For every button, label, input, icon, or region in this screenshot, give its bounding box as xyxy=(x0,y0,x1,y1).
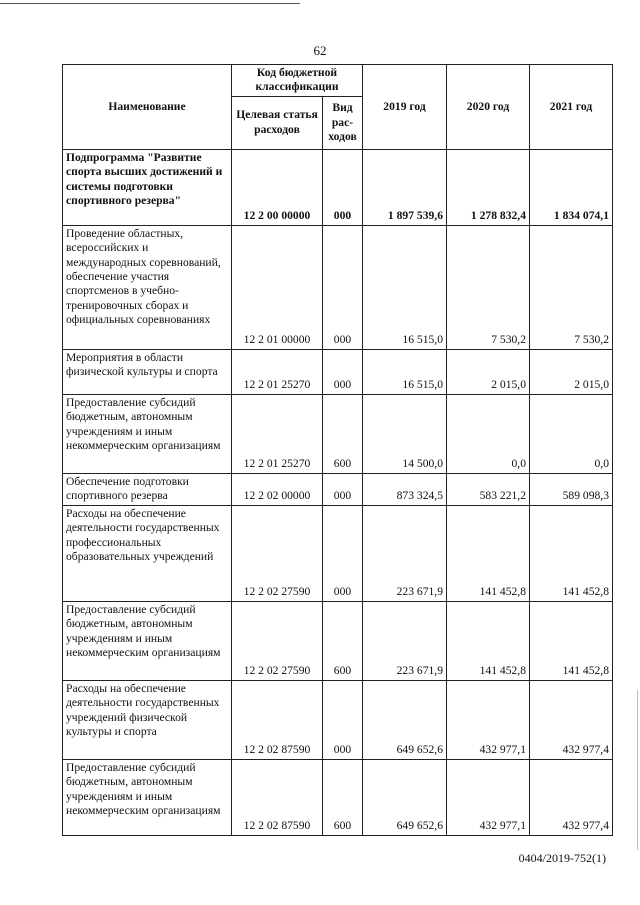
table-row xyxy=(63,349,613,394)
row-value-2019: 16 515,0 xyxy=(363,225,447,349)
table-row xyxy=(63,601,613,680)
margin-mark xyxy=(637,690,638,850)
budget-table xyxy=(62,64,613,836)
row-value-2020: 432 977,1 xyxy=(447,680,530,759)
header-2021: 2021 год xyxy=(530,65,613,150)
row-expense-type: 000 xyxy=(323,225,363,349)
row-name: Проведение областных, всероссийских и международных соревнований, обеспечение участия спортсменов в учебно-тренировочных сборах и официальных соревнованиях xyxy=(63,225,232,349)
row-value-2020: 7 530,2 xyxy=(447,225,530,349)
row-name: Предоставление субсидий бюджетным, автономным учреждениям и иным некоммерческим организациям xyxy=(63,601,232,680)
row-value-2020: 0,0 xyxy=(447,394,530,473)
row-name: Подпрограмма "Развитие спорта высших достижений и системы подготовки спортивного резерва" xyxy=(63,149,232,225)
row-value-2020: 583 221,2 xyxy=(447,473,530,505)
row-value-2020: 141 452,8 xyxy=(447,601,530,680)
header-expense-type: Вид рас-ходов xyxy=(323,96,363,149)
row-target-code: 12 2 02 00000 xyxy=(232,473,323,505)
row-value-2019: 873 324,5 xyxy=(363,473,447,505)
row-value-2020: 141 452,8 xyxy=(447,505,530,601)
row-target-code: 12 2 02 87590 xyxy=(232,680,323,759)
row-name: Предоставление субсидий бюджетным, автономным учреждениям и иным некоммерческим организациям xyxy=(63,394,232,473)
row-expense-type: 000 xyxy=(323,505,363,601)
row-value-2019: 649 652,6 xyxy=(363,759,447,835)
row-value-2019: 223 671,9 xyxy=(363,505,447,601)
table-row xyxy=(63,149,613,225)
row-target-code: 12 2 01 00000 xyxy=(232,225,323,349)
row-value-2019: 14 500,0 xyxy=(363,394,447,473)
page-number: 62 xyxy=(313,43,327,58)
row-value-2021: 141 452,8 xyxy=(530,601,613,680)
row-name: Мероприятия в области физической культуры и спорта xyxy=(63,349,232,394)
row-value-2019: 1 897 539,6 xyxy=(363,149,447,225)
row-expense-type: 000 xyxy=(323,149,363,225)
row-value-2021: 589 098,3 xyxy=(530,473,613,505)
row-target-code: 12 2 01 25270 xyxy=(232,394,323,473)
row-target-code: 12 2 01 25270 xyxy=(232,349,323,394)
row-target-code: 12 2 00 00000 xyxy=(232,149,323,225)
row-value-2020: 432 977,1 xyxy=(447,759,530,835)
row-name: Расходы на обеспечение деятельности государственных учреждений физической культуры и спорта xyxy=(63,680,232,759)
row-expense-type: 600 xyxy=(323,601,363,680)
table-body xyxy=(63,149,613,835)
top-rule xyxy=(0,3,300,4)
table-row xyxy=(63,759,613,835)
header-target-article: Целевая статья расходов xyxy=(232,96,323,149)
row-value-2019: 649 652,6 xyxy=(363,680,447,759)
row-expense-type: 600 xyxy=(323,759,363,835)
row-target-code: 12 2 02 87590 xyxy=(232,759,323,835)
table-row xyxy=(63,394,613,473)
row-value-2021: 2 015,0 xyxy=(530,349,613,394)
row-value-2021: 141 452,8 xyxy=(530,505,613,601)
header-name: Наименование xyxy=(63,65,232,150)
row-value-2021: 0,0 xyxy=(530,394,613,473)
header-2019: 2019 год xyxy=(363,65,447,150)
row-value-2021: 7 530,2 xyxy=(530,225,613,349)
row-expense-type: 000 xyxy=(323,349,363,394)
row-expense-type: 600 xyxy=(323,394,363,473)
row-value-2019: 16 515,0 xyxy=(363,349,447,394)
table-row xyxy=(63,473,613,505)
row-value-2019: 223 671,9 xyxy=(363,601,447,680)
header-budget-code-group: Код бюджетной классификации xyxy=(232,65,363,97)
document-code: 0404/2019-752(1) xyxy=(518,851,606,865)
table-header xyxy=(63,65,613,150)
row-name: Обеспечение подготовки спортивного резерва xyxy=(63,473,232,505)
row-value-2020: 1 278 832,4 xyxy=(447,149,530,225)
row-expense-type: 000 xyxy=(323,680,363,759)
row-name: Предоставление субсидий бюджетным, автономным учреждениям и иным некоммерческим организациям xyxy=(63,759,232,835)
table-row xyxy=(63,680,613,759)
row-value-2020: 2 015,0 xyxy=(447,349,530,394)
header-2020: 2020 год xyxy=(447,65,530,150)
row-target-code: 12 2 02 27590 xyxy=(232,601,323,680)
row-expense-type: 000 xyxy=(323,473,363,505)
row-value-2021: 432 977,4 xyxy=(530,759,613,835)
row-value-2021: 1 834 074,1 xyxy=(530,149,613,225)
table-row xyxy=(63,505,613,601)
row-name: Расходы на обеспечение деятельности государственных профессиональных образовательных учреждений xyxy=(63,505,232,601)
row-value-2021: 432 977,4 xyxy=(530,680,613,759)
row-target-code: 12 2 02 27590 xyxy=(232,505,323,601)
table-row xyxy=(63,225,613,349)
